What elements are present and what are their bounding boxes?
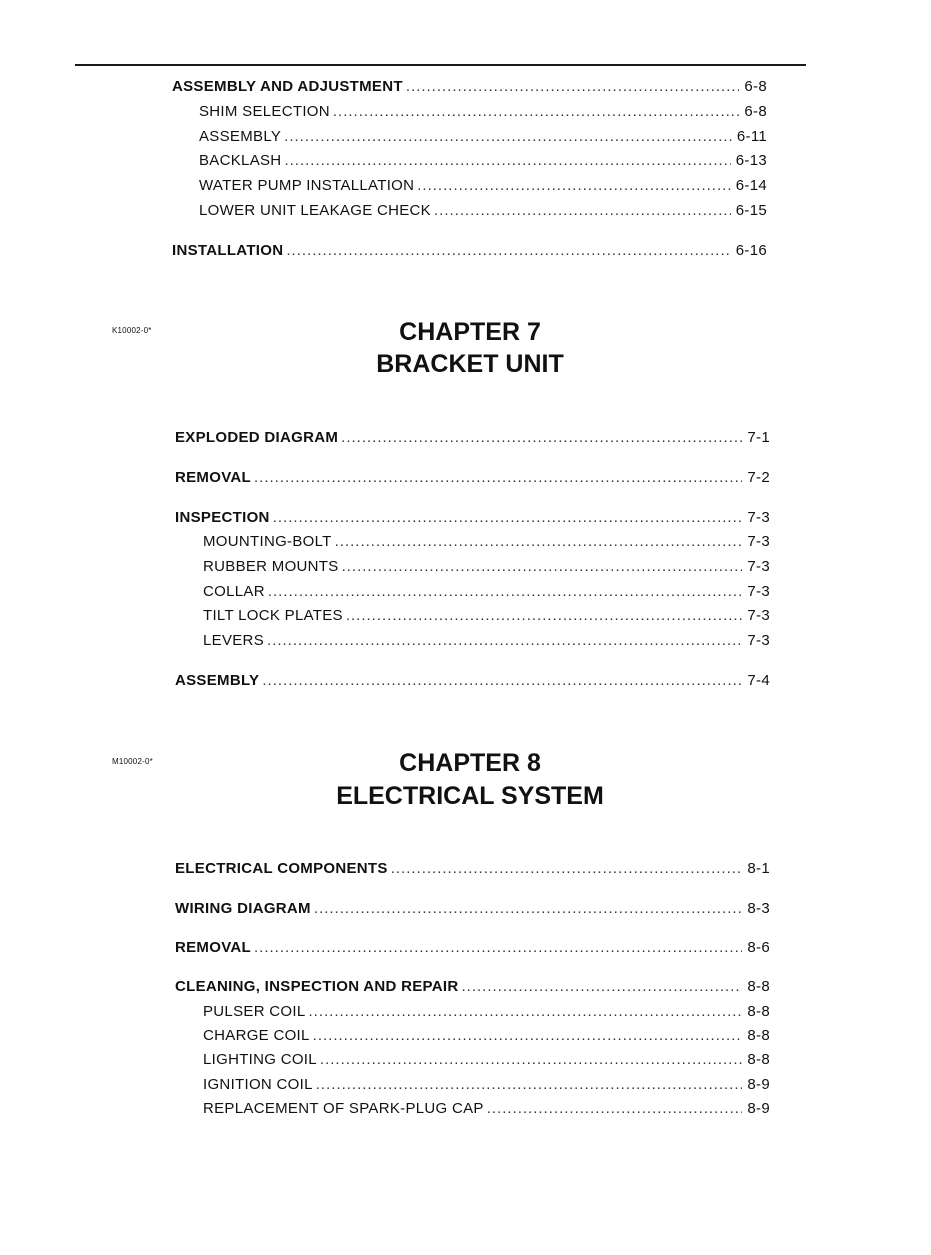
leader-dots <box>284 128 732 145</box>
toc-entry-label: COLLAR <box>203 583 265 600</box>
toc-entry-label: SHIM SELECTION <box>199 103 330 120</box>
toc-entry-page: 6-8 <box>744 78 767 95</box>
toc-entry-page: 6-14 <box>735 177 767 194</box>
toc-entry-page: 7-3 <box>747 558 770 575</box>
leader-dots <box>342 558 743 575</box>
toc-entry[interactable] <box>203 1051 770 1071</box>
toc-entry[interactable] <box>172 242 767 262</box>
leader-dots <box>284 152 730 169</box>
toc-entry-label: ASSEMBLY <box>175 672 260 689</box>
toc-entry-label: RUBBER MOUNTS <box>203 558 339 575</box>
toc-entry-label: REPLACEMENT OF SPARK-PLUG CAP <box>203 1100 484 1117</box>
leader-dots <box>320 1051 742 1068</box>
toc-entry[interactable] <box>203 1003 770 1023</box>
toc-entry[interactable] <box>175 978 770 998</box>
toc-entry[interactable] <box>203 632 770 652</box>
toc-entry-label: LOWER UNIT LEAKAGE CHECK <box>199 202 431 219</box>
leader-dots <box>341 429 742 446</box>
toc-entry-label: REMOVAL <box>175 939 251 956</box>
toc-entry[interactable] <box>203 1100 770 1120</box>
toc-entry-label: ASSEMBLY AND ADJUSTMENT <box>172 78 403 95</box>
toc-entry[interactable] <box>199 103 767 123</box>
leader-dots <box>262 672 742 689</box>
toc-entry-label: WIRING DIAGRAM <box>175 900 311 917</box>
chapter-code: K10002-0* <box>112 326 152 335</box>
leader-dots <box>333 103 740 120</box>
toc-entry[interactable] <box>175 469 770 489</box>
leader-dots <box>254 939 742 956</box>
toc-entry[interactable] <box>175 939 770 959</box>
toc-entry-page: 8-3 <box>747 900 770 917</box>
toc-entry-page: 8-6 <box>747 939 770 956</box>
toc-entry-page: 8-9 <box>747 1076 770 1093</box>
leader-dots <box>273 509 743 526</box>
top-rule <box>75 64 806 66</box>
toc-entry[interactable] <box>203 607 770 627</box>
leader-dots <box>286 242 730 259</box>
toc-entry-page: 8-8 <box>747 978 770 995</box>
leader-dots <box>406 78 740 95</box>
toc-entry-label: ASSEMBLY <box>199 128 282 145</box>
chapter-title: ELECTRICAL SYSTEM <box>336 782 604 810</box>
toc-entry[interactable] <box>199 202 767 222</box>
toc-entry-page: 8-1 <box>747 860 770 877</box>
toc-entry[interactable] <box>199 128 767 148</box>
toc-entry-page: 6-8 <box>744 103 767 120</box>
chapter-title: BRACKET UNIT <box>376 350 564 378</box>
leader-dots <box>391 860 743 877</box>
chapter-heading: CHAPTER 8 <box>399 749 541 777</box>
toc-entry[interactable] <box>199 152 767 172</box>
toc-entry[interactable] <box>175 860 770 880</box>
toc-entry-label: CHARGE COIL <box>203 1027 310 1044</box>
toc-entry-label: WATER PUMP INSTALLATION <box>199 177 415 194</box>
toc-entry-page: 7-2 <box>747 469 770 486</box>
toc-entry-page: 6-16 <box>735 242 767 259</box>
toc-entry-page: 8-8 <box>747 1051 770 1068</box>
leader-dots <box>313 1027 743 1044</box>
toc-entry[interactable] <box>175 429 770 449</box>
toc-entry[interactable] <box>175 672 770 692</box>
leader-dots <box>316 1076 743 1093</box>
toc-entry-label: BACKLASH <box>199 152 282 169</box>
toc-entry-label: LIGHTING COIL <box>203 1051 317 1068</box>
leader-dots <box>346 607 743 624</box>
toc-entry-label: REMOVAL <box>175 469 251 486</box>
toc-entry-label: IGNITION COIL <box>203 1076 313 1093</box>
toc-entry-label: INSTALLATION <box>172 242 284 259</box>
toc-entry-page: 8-8 <box>747 1003 770 1020</box>
leader-dots <box>335 533 743 550</box>
toc-entry-label: CLEANING, INSPECTION AND REPAIR <box>175 978 459 995</box>
chapter-code: M10002-0* <box>112 757 153 766</box>
toc-entry-label: EXPLODED DIAGRAM <box>175 429 339 446</box>
leader-dots <box>309 1003 743 1020</box>
toc-entry-label: INSPECTION <box>175 509 270 526</box>
toc-entry-page: 8-9 <box>747 1100 770 1117</box>
leader-dots <box>487 1100 743 1117</box>
toc-entry-label: LEVERS <box>203 632 264 649</box>
toc-entry[interactable] <box>203 583 770 603</box>
toc-entry[interactable] <box>203 533 770 553</box>
toc-entry-page: 7-1 <box>747 429 770 446</box>
leader-dots <box>267 632 742 649</box>
toc-entry[interactable] <box>199 177 767 197</box>
toc-entry-page: 6-13 <box>735 152 767 169</box>
toc-entry-page: 6-11 <box>736 128 767 145</box>
toc-entry-label: ELECTRICAL COMPONENTS <box>175 860 388 877</box>
toc-entry[interactable] <box>203 558 770 578</box>
toc-entry-page: 7-3 <box>747 632 770 649</box>
toc-entry[interactable] <box>175 509 770 529</box>
toc-entry-page: 7-4 <box>747 672 770 689</box>
toc-entry-page: 7-3 <box>747 607 770 624</box>
toc-entry-label: TILT LOCK PLATES <box>203 607 343 624</box>
toc-entry[interactable] <box>175 900 770 920</box>
toc-entry-page: 6-15 <box>735 202 767 219</box>
leader-dots <box>314 900 743 917</box>
leader-dots <box>268 583 743 600</box>
toc-entry[interactable] <box>203 1076 770 1096</box>
toc-entry-page: 7-3 <box>747 533 770 550</box>
leader-dots <box>254 469 742 486</box>
leader-dots <box>461 978 742 995</box>
toc-entry[interactable] <box>172 78 767 98</box>
toc-entry-label: MOUNTING-BOLT <box>203 533 332 550</box>
leader-dots <box>434 202 731 219</box>
toc-entry-page: 7-3 <box>747 583 770 600</box>
toc-entry-page: 7-3 <box>747 509 770 526</box>
chapter-heading: CHAPTER 7 <box>399 318 541 346</box>
toc-entry-page: 8-8 <box>747 1027 770 1044</box>
toc-entry-label: PULSER COIL <box>203 1003 306 1020</box>
toc-entry[interactable] <box>203 1027 770 1047</box>
leader-dots <box>417 177 731 194</box>
